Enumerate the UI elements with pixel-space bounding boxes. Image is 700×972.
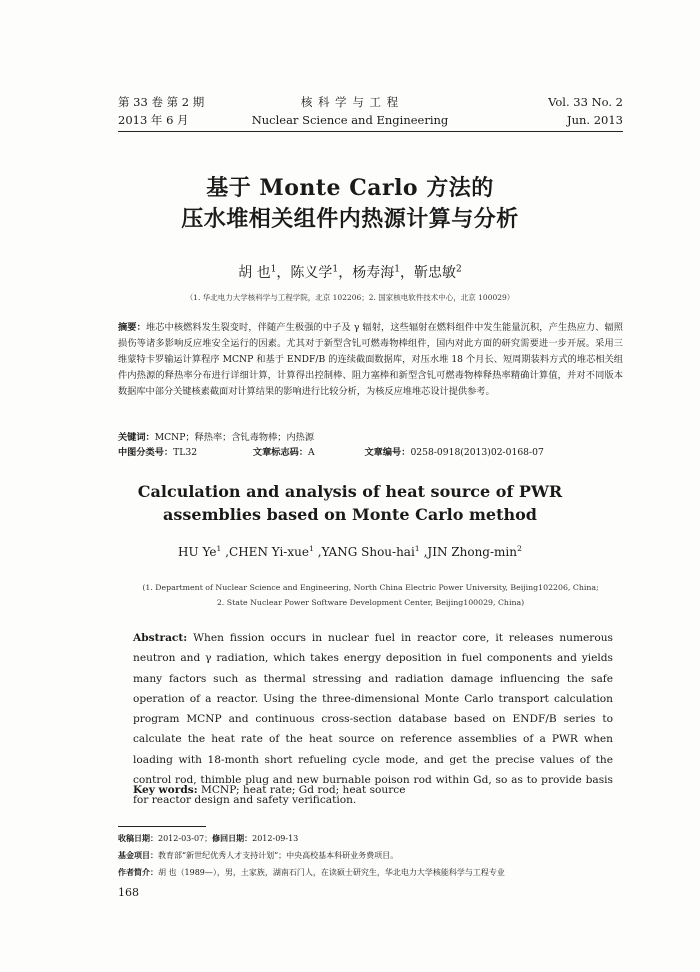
classification-line [118,446,623,460]
footnote-author-bio [118,865,623,880]
clc-value: TL32 [173,447,198,458]
title-en-line2: assemblies based on Monte Carlo method [163,505,537,524]
clc-label: 中图分类号： [118,447,174,458]
author-en-4: JIN Zhong-min [427,545,517,559]
received-label: 收稿日期： [118,833,158,843]
article-id-label: 文章编号： [364,447,411,458]
author-separator: , [313,545,322,559]
header-volume-issue-cn: 第 33 卷 第 2 期 [118,95,205,109]
author-cn-3: 杨寿海 [352,265,395,281]
affiliation-en-line2: 2. State Nuclear Power Software Development Center, Beijing100029, China) [216,598,525,607]
header-date-en: Jun. 2013 [566,113,623,127]
doc-code-value: A [308,447,315,458]
article-id-value: 0258-0918(2013)02-0168-07 [410,447,544,458]
author-en-2-affil: 1 [308,544,314,553]
author-cn-3-affil: 1 [394,264,401,275]
footnote-dates [118,831,623,846]
author-bio-value: 胡 也（1989—），男，土家族，湖南石门人，在读硕士研究生，华北电力大学核能科学与工程专业 [158,868,505,877]
author-separator: ， [338,265,353,281]
author-cn-2: 陈义学 [290,265,333,281]
author-en-4-affil: 2 [516,544,522,553]
author-en-2: CHEN Yi-xue [229,545,309,559]
abstract-en-text: When fission occurs in nuclear fuel in reactor core, it releases numerous neutron and γ radiation, which takes energy deposition in fuel components and yields many factors such as thermal stressing and radiation damage influencing the safe operation of a reactor. Using the three-dimensional Monte Carlo transport calculation program MCNP and continuous cross-section database based on ENDF/B series to calculate the heat rate of the heat source on reference assemblies of a PWR when loading with 18-month short refueling cycle mode, and get the precise values of the control rod, thimble plug and new burnable poison rod within Gd, so as to provide basis for reactor design and safety verification. [133,632,613,807]
keywords-en [133,784,613,796]
affiliation-en-line1: (1. Department of Nuclear Science and Engineering, North China Electric Power University, Beijing102206, China; [142,583,599,592]
keywords-en-label: Key words: [133,784,198,796]
abstract-en-label: Abstract: [133,632,188,644]
author-cn-2-affil: 1 [332,264,339,275]
header-rule [118,131,623,132]
abstract-cn [118,320,623,400]
footnote-rule [118,826,206,827]
author-en-3-affil: 1 [414,544,420,553]
author-cn-1: 胡 也 [238,265,271,281]
title-cn-line1: 基于 Monte Carlo 方法的 [206,175,494,201]
author-en-1: HU Ye [178,545,217,559]
author-separator: ， [276,265,291,281]
header-journal-en: Nuclear Science and Engineering [251,113,449,127]
author-cn-1-affil: 1 [270,264,277,275]
abstract-cn-label: 摘要： [118,322,146,333]
authors-cn [0,262,700,282]
received-value: 2012-03-07； [158,834,213,843]
fund-value: 教育部“新世纪优秀人才支持计划”；中央高校基本科研业务费项目。 [158,851,399,860]
keywords-en-text: MCNP; heat rate; Gd rod; heat source [200,784,406,796]
footnote-fund [118,848,623,863]
doc-code-label: 文章标志码： [252,447,309,458]
author-cn-4: 靳忠敏 [414,265,457,281]
header-volume-issue-en: Vol. 33 No. 2 [548,95,623,109]
author-bio-label: 作者简介： [118,867,158,877]
title-cn-line2: 压水堆相关组件内热源计算与分析 [181,206,519,232]
affiliation-cn: （1. 华北电力大学核科学与工程学院，北京 102206；2. 国家核电软件技术中心，北京 100029） [185,293,515,302]
keywords-cn-label: 关键词： [118,432,155,443]
author-cn-4-affil: 2 [456,264,462,275]
header-journal-cn: 核 科 学 与 工 程 [300,95,400,109]
author-separator: , [419,545,428,559]
keywords-cn [118,431,623,445]
keywords-cn-text: MCNP；释热率；含钆毒物棒；内热源 [154,432,315,443]
fund-label: 基金项目： [118,850,158,860]
revised-label: 修回日期： [212,833,253,843]
abstract-cn-text: 堆芯中核燃料发生裂变时，伴随产生极强的中子及 γ 辐射，这些辐射在燃料组件中发生能量沉积，产生热应力、辐照损伤等诸多影响反应堆安全运行的因素。尤其对于新型含钆可燃毒物棒组件，国内对此方面的研究需要进一步开展。采用三维蒙特卡罗输运计算程序 MCNP 和基于 ENDF/B 的连续截面数据库，对压水堆 18 个月长、短周期装料方式的堆芯相关组件内热源的释热率分布进行详细计算，计算得出控制棒、阻力塞棒和新型含钆可燃毒物棒释热率精确计算值，并对不同版本数据库中部分关键核素截面对计算结果的影响进行比较分析，为核反应堆堆芯设计提供参考。 [118,322,623,397]
authors-en [0,545,700,559]
author-en-1-affil: 1 [216,544,222,553]
revised-value: 2012-09-13 [252,834,299,843]
author-separator: ， [400,265,415,281]
page-number: 168 [118,886,139,899]
title-en-line1: Calculation and analysis of heat source of PWR [137,482,563,501]
header-date-cn: 2013 年 6 月 [118,113,189,127]
author-separator: , [221,545,230,559]
author-en-3: YANG Shou-hai [321,545,415,559]
